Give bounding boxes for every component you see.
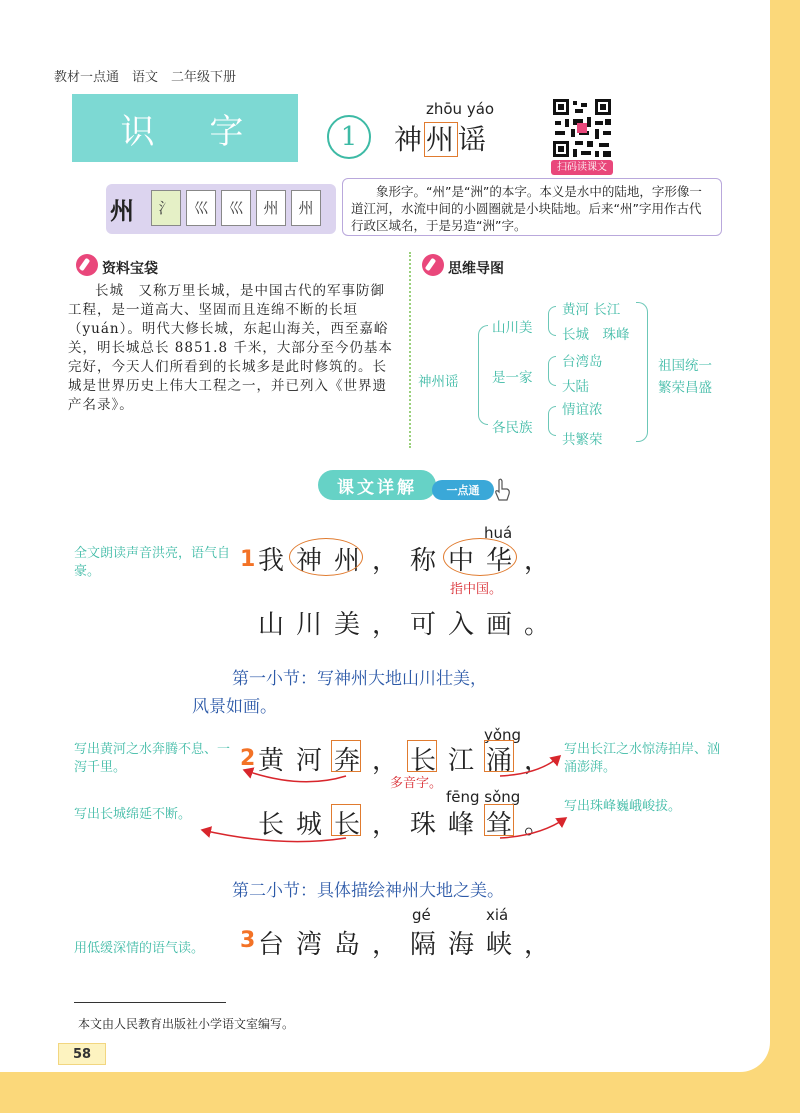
lesson-title-pinyin: zhōu yáo <box>426 100 495 118</box>
lesson-number: 1 <box>327 115 371 159</box>
footnote-rule <box>74 1002 226 1003</box>
box-song <box>484 804 514 836</box>
char-origin-explanation: 象形字。“州”是“洲”的本字。本义是水中的陆地，字形像一道江河，水流中间的小圆圈就是小块陆地。后来“州”字用作古代行政区域名，于是另造“洲”字。 <box>342 178 722 236</box>
mindmap-conclusion-1: 祖国统一 <box>658 358 712 374</box>
summary-stanza1-a: 第一小节：写神州大地山川壮美， <box>232 669 487 689</box>
note-stanza3-reading: 用低缓深情的语气读。 <box>74 941 205 956</box>
lesson-title <box>394 118 488 158</box>
mindmap-branch-1: 山川美 <box>492 320 533 336</box>
mindmap-item: 情谊浓 <box>562 402 603 418</box>
mindmap-item: 长城 珠峰 <box>562 327 630 343</box>
mindmap-brace-3 <box>548 406 556 436</box>
note-duoyinzi: 多音字。 <box>390 776 443 791</box>
mindmap-brace-2 <box>548 356 556 386</box>
circle-zhonghua <box>443 538 517 576</box>
mindmap-right-brace <box>636 302 648 442</box>
info-text: 长城 又称万里长城，是中国古代的军事防御工程，是一道高大、坚固而且连绵不断的长垣（yuán）。明代大修长城，东起山海关，西至嘉峪关，明长城总长 8851.8 千米，大部分至今仍基本完好，今天人们所看到的长城多是此时修筑的。长城是世界历史上伟大工程之一，并已列入《世界遗产名录》。 <box>68 283 393 413</box>
lesson-title-boxed-char: 州 <box>426 123 457 156</box>
qr-code-icon[interactable] <box>551 97 613 159</box>
note-huanghe: 写出黄河之水奔腾不息、一泻千里。 <box>74 742 231 775</box>
mindmap-item: 黄河 长江 <box>562 302 621 318</box>
stanza-number-3: 3 <box>240 928 256 953</box>
mindmap-branch-2: 是一家 <box>492 370 533 386</box>
pinyin-fengsong: fēng sǒng <box>446 788 521 806</box>
book-header: 教材一点通 语文 二年级下册 <box>54 70 237 85</box>
lesson-title-pre: 神 <box>394 123 425 156</box>
mindmap-item: 共繁荣 <box>562 432 603 448</box>
pencil-icon <box>422 254 444 276</box>
mindmap-branch-3: 各民族 <box>492 420 533 436</box>
poem-line-3: 黄河奔，长江涌， <box>258 746 563 776</box>
circle-shenzhou <box>289 538 363 576</box>
note-changjiang: 写出长江之水惊涛拍岸、汹涌澎湃。 <box>564 742 721 775</box>
box-yong <box>484 740 514 772</box>
char-form-3: 巛 <box>221 190 251 226</box>
summary-stanza1-b: 风景如画。 <box>192 697 277 717</box>
pointing-hand-icon <box>492 478 512 502</box>
qr-label: 扫码读课文 <box>551 160 613 175</box>
mindmap-root-brace <box>478 325 488 425</box>
box-chang <box>407 740 437 772</box>
char-form-2: 巛 <box>186 190 216 226</box>
page-number: 58 <box>58 1043 106 1065</box>
mindmap-root: 神州谣 <box>418 374 459 390</box>
pinyin-yong: yǒng <box>484 726 522 744</box>
pinyin-ge: gé <box>412 906 431 924</box>
pencil-icon <box>76 254 98 276</box>
poem-line-4: 长城长，珠峰耸。 <box>258 810 563 840</box>
explain-banner: 课文详解 <box>318 470 436 500</box>
char-form-4: 州 <box>256 190 286 226</box>
stanza-number-1: 1 <box>240 547 256 572</box>
mindmap-heading: 思维导图 <box>448 261 504 277</box>
note-zhonghua: 指中国。 <box>450 582 503 597</box>
footnote: 本文由人民教育出版社小学语文室编写。 <box>78 1017 295 1031</box>
char-origin-char: 州 <box>110 196 134 225</box>
char-form-1: 氵 <box>151 190 181 226</box>
mindmap-brace-1 <box>548 306 556 336</box>
note-changcheng: 写出长城绵延不断。 <box>74 807 192 822</box>
poem-line-5: 台湾岛，隔海峡， <box>258 930 563 960</box>
explain-tag: 一点通 <box>432 480 494 500</box>
summary-stanza2: 第二小节：具体描绘神州大地之美。 <box>232 881 504 901</box>
note-stanza1-reading: 全文朗读声音洪亮，语气自豪。 <box>74 546 231 579</box>
pinyin-hua: huá <box>484 524 513 542</box>
box-ben <box>331 740 361 772</box>
lesson-title-post: 谣 <box>458 123 489 156</box>
stanza-number-2: 2 <box>240 746 256 771</box>
column-divider <box>409 252 411 448</box>
box-chang-2 <box>331 804 361 836</box>
mindmap-conclusion-2: 繁荣昌盛 <box>658 380 712 396</box>
poem-line-2: 山川美，可入画。 <box>258 610 563 640</box>
section-title: 识 字 <box>72 94 298 162</box>
info-heading: 资料宝袋 <box>102 261 158 277</box>
mindmap-item: 台湾岛 <box>562 354 603 370</box>
char-form-5: 州 <box>291 190 321 226</box>
note-zhufeng: 写出珠峰巍峨峻拔。 <box>564 799 682 814</box>
poem-line-1: 我神州，称中华， <box>258 546 563 576</box>
mindmap-item: 大陆 <box>562 379 589 395</box>
pinyin-xia: xiá <box>486 906 509 924</box>
